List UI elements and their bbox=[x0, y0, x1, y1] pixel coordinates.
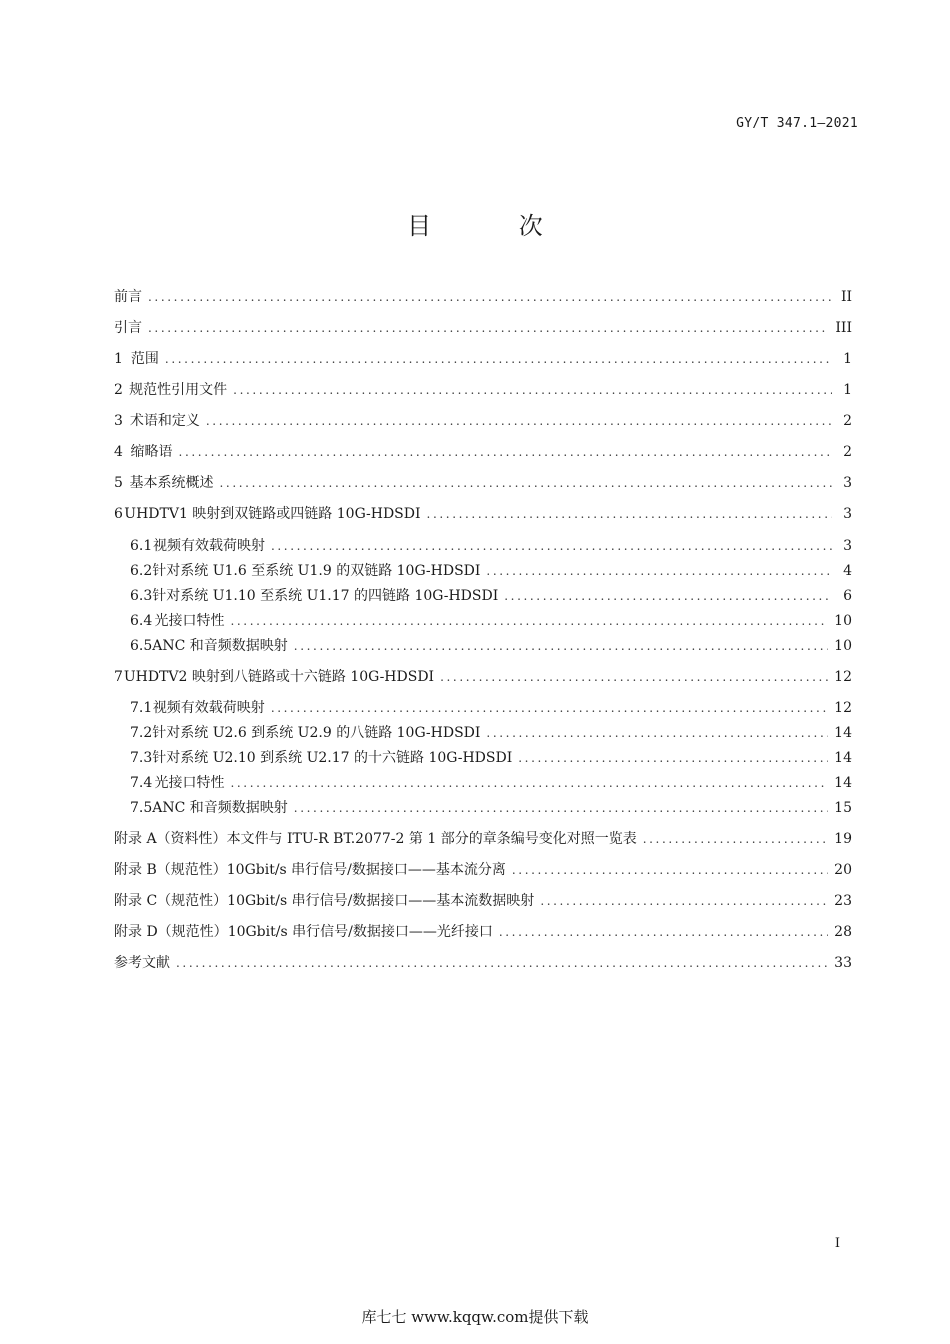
toc-entry-number: 4 bbox=[114, 444, 123, 460]
toc-entry-page: 14 bbox=[834, 750, 852, 766]
toc-entry-page: 23 bbox=[834, 893, 852, 909]
toc-entry[interactable] bbox=[130, 560, 852, 582]
toc-entry-page: 10 bbox=[834, 613, 852, 629]
toc-entry-title: 视频有效载荷映射 bbox=[152, 538, 265, 554]
toc-dot-leader bbox=[271, 697, 828, 719]
toc-dot-leader bbox=[540, 890, 828, 912]
toc-entry-number: 7.1 bbox=[130, 700, 153, 716]
toc-entry-title: 基本系统概述 bbox=[129, 475, 214, 491]
toc-entry-page: II bbox=[840, 289, 852, 305]
toc-entry-title: 范围 bbox=[130, 351, 159, 367]
toc-dot-leader bbox=[230, 610, 828, 632]
toc-dot-leader bbox=[294, 797, 828, 819]
toc-dot-leader bbox=[440, 666, 828, 688]
toc-entry-number: 6.1 bbox=[130, 538, 153, 554]
toc-entry-page: 2 bbox=[843, 413, 852, 429]
toc-entry-page: 19 bbox=[834, 831, 852, 847]
toc-entry-page: 28 bbox=[834, 924, 852, 940]
toc-entry[interactable] bbox=[114, 503, 852, 525]
toc-entry-annex-label: 附录 B（规范性） bbox=[114, 862, 227, 878]
toc-entry-page: 1 bbox=[843, 382, 852, 398]
toc-entry-number: 7.4 bbox=[130, 775, 153, 791]
toc-dot-leader bbox=[512, 859, 828, 881]
toc-entry-page: 4 bbox=[843, 563, 852, 579]
toc-dot-leader bbox=[518, 747, 828, 769]
toc-entry-title: ANC 和音频数据映射 bbox=[152, 638, 288, 654]
toc-entry[interactable] bbox=[114, 317, 852, 339]
toc-entry-page: 14 bbox=[834, 775, 852, 791]
toc-dot-leader bbox=[233, 379, 832, 401]
toc-entry-title: 前言 bbox=[114, 289, 142, 305]
toc-dot-leader bbox=[148, 286, 832, 308]
toc-entry-number: 6.2 bbox=[130, 563, 153, 579]
toc-entry-page: 12 bbox=[834, 700, 852, 716]
toc-entry-page: III bbox=[835, 320, 852, 336]
toc-entry-title: 引言 bbox=[114, 320, 142, 336]
toc-dot-leader bbox=[294, 635, 828, 657]
toc-entry[interactable] bbox=[114, 286, 852, 308]
toc-entry-title: 缩略语 bbox=[130, 444, 173, 460]
toc-entry-annex-label: 附录 D（规范性） bbox=[114, 924, 228, 940]
toc-entry[interactable] bbox=[130, 747, 852, 769]
toc-entry-title: 视频有效载荷映射 bbox=[152, 700, 265, 716]
toc-entry-title: 针对系统 U2.6 到系统 U2.9 的八链路 10G-HDSDI bbox=[152, 725, 481, 741]
toc-entry-title: UHDTV1 映射到双链路或四链路 10G-HDSDI bbox=[124, 506, 421, 522]
toc-entry-title: 光接口特性 bbox=[154, 613, 225, 629]
toc-entry-annex-label: 附录 C（规范性） bbox=[114, 893, 228, 909]
toc-dot-leader bbox=[486, 722, 828, 744]
toc-entry-page: 6 bbox=[843, 588, 852, 604]
toc-entry-page: 3 bbox=[843, 475, 852, 491]
toc-dot-leader bbox=[427, 503, 832, 525]
toc-entry-title: 10Gbit/s 串行信号/数据接口——基本流数据映射 bbox=[227, 893, 535, 909]
toc-entry-page: 3 bbox=[843, 506, 852, 522]
toc-dot-leader bbox=[230, 772, 828, 794]
toc-dot-leader bbox=[176, 952, 828, 974]
toc-entry-number: 7.2 bbox=[130, 725, 153, 741]
toc-entry[interactable] bbox=[114, 921, 852, 943]
toc-entry[interactable] bbox=[114, 472, 852, 494]
toc-entry[interactable] bbox=[130, 610, 852, 632]
toc-entry-page: 2 bbox=[843, 444, 852, 460]
toc-entry-page: 3 bbox=[843, 538, 852, 554]
toc-dot-leader bbox=[643, 828, 828, 850]
toc-entry[interactable] bbox=[130, 772, 852, 794]
toc-entry[interactable] bbox=[114, 441, 852, 463]
toc-entry-page: 33 bbox=[834, 955, 852, 971]
toc-dot-leader bbox=[220, 472, 832, 494]
toc-entry-title: 术语和定义 bbox=[129, 413, 200, 429]
toc-entry[interactable] bbox=[130, 585, 852, 607]
toc-entry-page: 1 bbox=[843, 351, 852, 367]
toc-entry-title: ANC 和音频数据映射 bbox=[152, 800, 288, 816]
toc-entry-title: 规范性引用文件 bbox=[129, 382, 228, 398]
toc-entry[interactable] bbox=[130, 535, 852, 557]
toc-entry-number: 6.3 bbox=[130, 588, 153, 604]
toc-dot-leader bbox=[499, 921, 828, 943]
toc-title: 目 次 bbox=[407, 212, 583, 240]
toc-entry-title: 参考文献 bbox=[114, 955, 170, 971]
toc-entry-title: 针对系统 U1.6 至系统 U1.9 的双链路 10G-HDSDI bbox=[152, 563, 481, 579]
toc-entry-number: 7.3 bbox=[130, 750, 153, 766]
toc-dot-leader bbox=[165, 348, 832, 370]
toc-entry-number: 2 bbox=[114, 382, 123, 398]
toc-entry[interactable] bbox=[114, 890, 852, 912]
toc-entry[interactable] bbox=[114, 410, 852, 432]
toc-entry[interactable] bbox=[130, 697, 852, 719]
toc-dot-leader bbox=[206, 410, 832, 432]
toc-entry-number: 6 bbox=[114, 506, 123, 522]
page-number: I bbox=[834, 1236, 840, 1251]
toc-dot-leader bbox=[148, 317, 829, 339]
toc-dot-leader bbox=[179, 441, 832, 463]
toc-entry-title: 10Gbit/s 串行信号/数据接口——光纤接口 bbox=[227, 924, 493, 940]
toc-entry[interactable] bbox=[114, 859, 852, 881]
footer-watermark: 库七七 www.kqqw.com提供下载 bbox=[361, 1308, 589, 1326]
toc-entry-title: 10Gbit/s 串行信号/数据接口——基本流分离 bbox=[226, 862, 506, 878]
toc-entry-title: 光接口特性 bbox=[154, 775, 225, 791]
toc-entry-number: 3 bbox=[114, 413, 123, 429]
toc-entry-annex-label: 附录 A（资料性） bbox=[114, 831, 227, 847]
toc-entry[interactable] bbox=[114, 828, 852, 850]
toc-entry-page: 10 bbox=[834, 638, 852, 654]
toc-entry[interactable] bbox=[114, 666, 852, 688]
toc-entry-page: 14 bbox=[834, 725, 852, 741]
toc-dot-leader bbox=[271, 535, 832, 557]
toc-entry[interactable] bbox=[130, 722, 852, 744]
toc-entry-number: 7.5 bbox=[130, 800, 153, 816]
toc-entry-number: 7 bbox=[114, 669, 123, 685]
toc-entry-number: 6.4 bbox=[130, 613, 153, 629]
toc-entry-number: 5 bbox=[114, 475, 123, 491]
toc-entry[interactable] bbox=[114, 348, 852, 370]
toc-entry-page: 15 bbox=[834, 800, 852, 816]
toc-entry-title: 针对系统 U1.10 至系统 U1.17 的四链路 10G-HDSDI bbox=[152, 588, 499, 604]
toc-entry[interactable] bbox=[130, 797, 852, 819]
toc-entry-title: UHDTV2 映射到八链路或十六链路 10G-HDSDI bbox=[123, 669, 435, 685]
toc-entry-number: 6.5 bbox=[130, 638, 153, 654]
toc-entry[interactable] bbox=[114, 379, 852, 401]
toc-dot-leader bbox=[486, 560, 832, 582]
standard-code: GY/T 347.1—2021 bbox=[736, 116, 858, 131]
toc-entry-page: 20 bbox=[834, 862, 852, 878]
toc-entry-title: 针对系统 U2.10 到系统 U2.17 的十六链路 10G-HDSDI bbox=[152, 750, 513, 766]
toc-entry-title: 本文件与 ITU-R BT.2077-2 第 1 部分的章条编号变化对照一览表 bbox=[226, 831, 637, 847]
toc-entry-page: 12 bbox=[834, 669, 852, 685]
toc-dot-leader bbox=[504, 585, 832, 607]
toc-entry[interactable] bbox=[114, 952, 852, 974]
toc-entry-number: 1 bbox=[114, 351, 123, 367]
toc-entry[interactable] bbox=[130, 635, 852, 657]
